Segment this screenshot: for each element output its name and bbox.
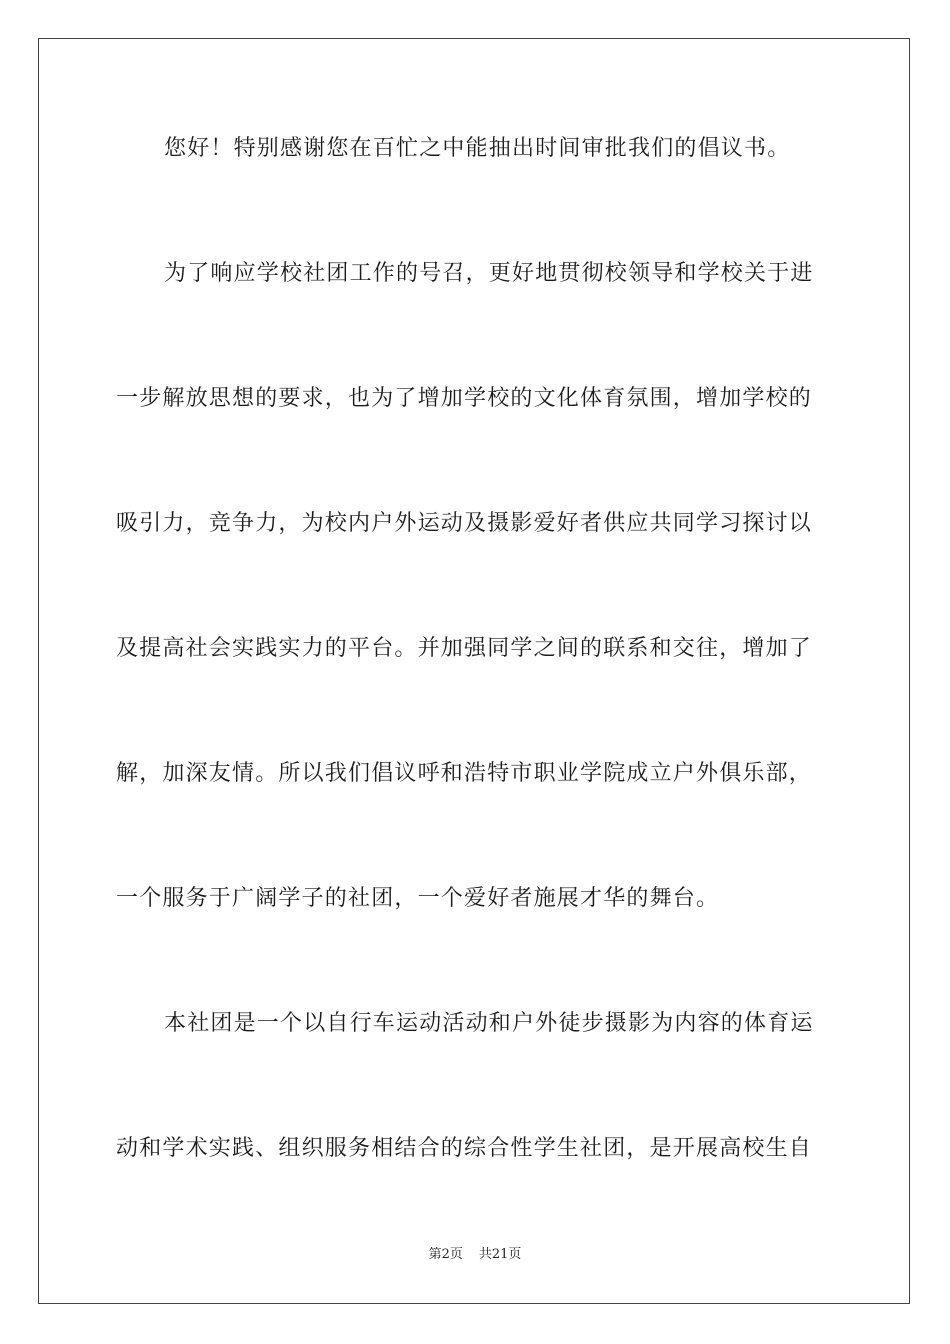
paragraph-1-line-3: 吸引力，竞争力，为校内户外运动及摄影爱好者供应共同学习探讨以: [116, 511, 813, 536]
paragraph-1-line-5: 解，加深友情。所以我们倡议呼和浩特市职业学院成立户外俱乐部，: [116, 761, 813, 786]
page-footer: [0, 1246, 950, 1264]
paragraph-1-line-4: 及提高社会实践实力的平台。并加强同学之间的联系和交往，增加了: [116, 636, 813, 661]
greeting-line: 您好！特别感谢您在百忙之中能抽出时间审批我们的倡议书。: [164, 136, 791, 161]
page-border: [38, 38, 910, 1304]
paragraph-2-line-1: 本社团是一个以自行车运动活动和户外徒步摄影为内容的体育运: [164, 1011, 814, 1036]
paragraph-1-line-6: 一个服务于广阔学子的社团，一个爱好者施展才华的舞台。: [116, 886, 720, 911]
page-number: 第2页: [428, 1247, 463, 1262]
paragraph-2-line-2: 动和学术实践、组织服务相结合的综合性学生社团，是开展高校生自: [116, 1136, 813, 1161]
page-total: 共21页: [478, 1247, 522, 1262]
paragraph-1-line-2: 一步解放思想的要求，也为了增加学校的文化体育氛围，增加学校的: [116, 386, 813, 411]
paragraph-1-line-1: 为了响应学校社团工作的号召，更好地贯彻校领导和学校关于进: [164, 261, 814, 286]
